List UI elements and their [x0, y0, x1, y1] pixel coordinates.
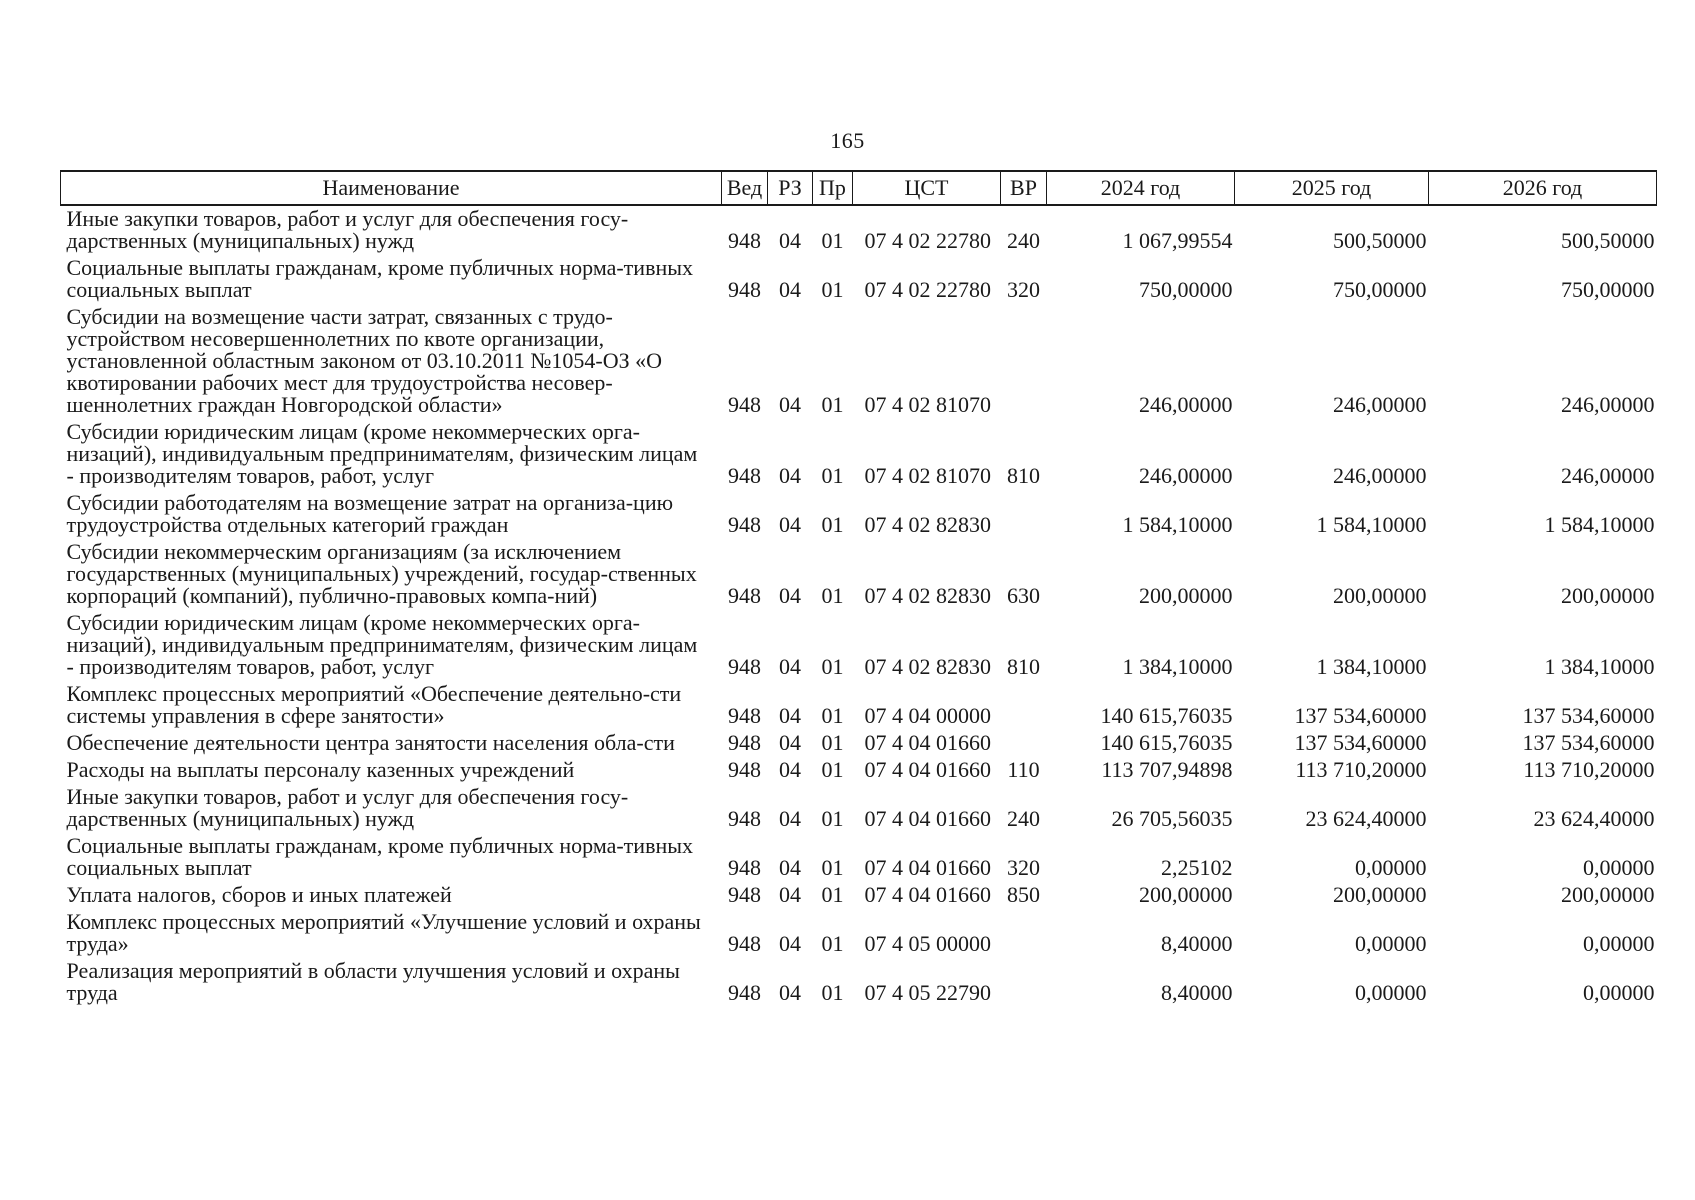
- page-number: 165: [830, 128, 865, 153]
- table-body: [61, 205, 1657, 1007]
- cell-cst: 07 4 02 81070: [864, 463, 991, 488]
- cell-cst: 07 4 04 01660: [864, 855, 991, 880]
- cell-pr: 01: [821, 277, 844, 302]
- cell-cst: 07 4 04 00000: [864, 703, 991, 728]
- cell-cst: 07 4 05 22790: [864, 980, 991, 1005]
- cell-cst: 07 4 05 00000: [864, 931, 991, 956]
- cell-2026: 23 624,40000: [1533, 806, 1655, 831]
- cell-2026: 0,00000: [1583, 980, 1655, 1005]
- cell-2026: 1 384,10000: [1544, 654, 1655, 679]
- cell-name: Иные закупки товаров, работ и услуг для обеспечения госу-дарственных (муниципальных) нужд: [66, 206, 629, 253]
- table-row: [61, 909, 1657, 958]
- cell-2025: 246,00000: [1333, 463, 1427, 488]
- cell-rz: 04: [779, 882, 801, 907]
- cell-pr: 01: [821, 757, 844, 782]
- header-2025: 2025 год: [1235, 171, 1429, 205]
- cell-2026: 246,00000: [1561, 463, 1655, 488]
- cell-2024: 246,00000: [1139, 392, 1233, 417]
- cell-rz: 04: [779, 512, 801, 537]
- cell-2026: 0,00000: [1583, 931, 1655, 956]
- cell-2024: 200,00000: [1139, 882, 1233, 907]
- cell-vr: 850: [1007, 882, 1040, 907]
- cell-rz: 04: [779, 806, 801, 831]
- cell-rz: 04: [779, 703, 801, 728]
- cell-2025: 1 584,10000: [1316, 512, 1427, 537]
- table-row: [61, 610, 1657, 681]
- table-row: [61, 304, 1657, 419]
- cell-2026: 113 710,20000: [1523, 757, 1655, 782]
- cell-name: Субсидии работодателям на возмещение затрат на организа-цию трудоустройства отдельных категорий граждан: [66, 490, 674, 537]
- cell-2026: 1 584,10000: [1544, 512, 1655, 537]
- cell-ved: 948: [728, 757, 761, 782]
- cell-2025: 137 534,60000: [1294, 730, 1427, 755]
- cell-2025: 750,00000: [1333, 277, 1427, 302]
- cell-ved: 948: [728, 806, 761, 831]
- cell-pr: 01: [821, 228, 844, 253]
- cell-2025: 0,00000: [1355, 855, 1427, 880]
- table-row: [61, 539, 1657, 610]
- cell-ved: 948: [728, 931, 761, 956]
- cell-2025: 23 624,40000: [1305, 806, 1427, 831]
- table-row: [61, 490, 1657, 539]
- cell-ved: 948: [728, 882, 761, 907]
- cell-2026: 200,00000: [1561, 882, 1655, 907]
- cell-cst: 07 4 04 01660: [864, 882, 991, 907]
- cell-vr: [1001, 681, 1047, 730]
- cell-name: Субсидии юридическим лицам (кроме некоммерческих орга-низаций), индивидуальным предпринимателям, физическим лицам - производителям товаров, работ, услуг: [66, 419, 698, 488]
- cell-cst: 07 4 04 01660: [864, 730, 991, 755]
- cell-ved: 948: [728, 228, 761, 253]
- header-vr: ВР: [1001, 171, 1047, 205]
- cell-ved: 948: [728, 463, 761, 488]
- cell-rz: 04: [779, 228, 801, 253]
- cell-2024: 140 615,76035: [1100, 730, 1233, 755]
- cell-ved: 948: [728, 654, 761, 679]
- cell-name: Социальные выплаты гражданам, кроме публичных норма-тивных социальных выплат: [66, 833, 694, 880]
- cell-2025: 0,00000: [1355, 931, 1427, 956]
- cell-ved: 948: [728, 855, 761, 880]
- cell-ved: 948: [728, 703, 761, 728]
- cell-2025: 500,50000: [1333, 228, 1427, 253]
- cell-2024: 246,00000: [1139, 463, 1233, 488]
- cell-pr: 01: [821, 882, 844, 907]
- cell-name: Комплекс процессных мероприятий «Улучшение условий и охраны труда»: [66, 909, 701, 956]
- cell-pr: 01: [821, 463, 844, 488]
- cell-rz: 04: [779, 757, 801, 782]
- cell-name: Реализация мероприятий в области улучшения условий и охраны труда: [66, 958, 680, 1005]
- cell-name: Расходы на выплаты персоналу казенных учреждений: [66, 757, 575, 782]
- cell-pr: 01: [821, 512, 844, 537]
- cell-vr: 810: [1007, 463, 1040, 488]
- cell-name: Иные закупки товаров, работ и услуг для обеспечения госу-дарственных (муниципальных) нужд: [66, 784, 629, 831]
- cell-pr: 01: [821, 806, 844, 831]
- header-rz: РЗ: [768, 171, 813, 205]
- cell-vr: 110: [1007, 757, 1040, 782]
- cell-pr: 01: [821, 583, 844, 608]
- cell-pr: 01: [821, 855, 844, 880]
- cell-rz: 04: [779, 392, 801, 417]
- cell-2024: 750,00000: [1139, 277, 1233, 302]
- table-row: [61, 882, 1657, 909]
- cell-2026: 500,50000: [1561, 228, 1655, 253]
- table-row: [61, 730, 1657, 757]
- cell-ved: 948: [728, 980, 761, 1005]
- cell-2025: 1 384,10000: [1316, 654, 1427, 679]
- header-cst: ЦСТ: [853, 171, 1001, 205]
- cell-2024: 1 384,10000: [1122, 654, 1233, 679]
- cell-cst: 07 4 02 82830: [864, 583, 991, 608]
- cell-2026: 137 534,60000: [1522, 703, 1655, 728]
- table-row: [61, 255, 1657, 304]
- cell-2024: 1 584,10000: [1122, 512, 1233, 537]
- table-row: [61, 681, 1657, 730]
- header-2024: 2024 год: [1047, 171, 1235, 205]
- cell-2024: 200,00000: [1139, 583, 1233, 608]
- cell-2024: 1 067,99554: [1122, 228, 1233, 253]
- table-row: [61, 419, 1657, 490]
- cell-vr: [1001, 730, 1047, 757]
- cell-ved: 948: [728, 512, 761, 537]
- cell-vr: [1001, 958, 1047, 1007]
- cell-2026: 200,00000: [1561, 583, 1655, 608]
- cell-2024: 2,25102: [1161, 855, 1233, 880]
- cell-rz: 04: [779, 463, 801, 488]
- cell-2025: 200,00000: [1333, 583, 1427, 608]
- cell-cst: 07 4 02 81070: [864, 392, 991, 417]
- cell-cst: 07 4 02 82830: [864, 512, 991, 537]
- cell-vr: 810: [1007, 654, 1040, 679]
- cell-2024: 113 707,94898: [1101, 757, 1233, 782]
- cell-pr: 01: [821, 703, 844, 728]
- cell-ved: 948: [728, 583, 761, 608]
- table-row: [61, 205, 1657, 255]
- cell-cst: 07 4 02 22780: [864, 277, 991, 302]
- cell-rz: 04: [779, 931, 801, 956]
- table-row: [61, 784, 1657, 833]
- cell-cst: 07 4 04 01660: [864, 757, 991, 782]
- cell-cst: 07 4 02 22780: [864, 228, 991, 253]
- cell-name: Социальные выплаты гражданам, кроме публичных норма-тивных социальных выплат: [66, 255, 694, 302]
- cell-name: Субсидии юридическим лицам (кроме некоммерческих орга-низаций), индивидуальным предпринимателям, физическим лицам - производителям товаров, работ, услуг: [66, 610, 698, 679]
- cell-rz: 04: [779, 654, 801, 679]
- cell-2024: 8,40000: [1161, 931, 1233, 956]
- cell-2025: 246,00000: [1333, 392, 1427, 417]
- cell-2024: 8,40000: [1161, 980, 1233, 1005]
- cell-rz: 04: [779, 980, 801, 1005]
- header-pr: Пр: [813, 171, 853, 205]
- cell-rz: 04: [779, 855, 801, 880]
- cell-pr: 01: [821, 654, 844, 679]
- cell-2026: 246,00000: [1561, 392, 1655, 417]
- cell-2025: 200,00000: [1333, 882, 1427, 907]
- cell-rz: 04: [779, 277, 801, 302]
- cell-vr: 630: [1007, 583, 1040, 608]
- cell-vr: 320: [1007, 277, 1040, 302]
- cell-vr: 240: [1007, 228, 1040, 253]
- cell-cst: 07 4 04 01660: [864, 806, 991, 831]
- cell-2026: 750,00000: [1561, 277, 1655, 302]
- cell-name: Обеспечение деятельности центра занятости населения обла-сти: [66, 730, 675, 755]
- cell-name: Субсидии на возмещение части затрат, связанных с трудо-устройством несовершеннолетних по квоте организации, установленной областным законом от 03.10.2011 №1054-ОЗ «О квотировании рабочих мест для трудоустройства несовер-шеннолетних граждан Новгородской области»: [66, 304, 663, 417]
- cell-2024: 140 615,76035: [1100, 703, 1233, 728]
- budget-table: [60, 170, 1657, 1007]
- cell-2025: 113 710,20000: [1295, 757, 1427, 782]
- cell-2024: 26 705,56035: [1111, 806, 1233, 831]
- cell-name: Уплата налогов, сборов и иных платежей: [66, 882, 452, 907]
- header-name: Наименование: [61, 171, 722, 205]
- cell-vr: [1001, 490, 1047, 539]
- cell-vr: [1001, 909, 1047, 958]
- table-header-row: [61, 171, 1657, 205]
- cell-name: Комплекс процессных мероприятий «Обеспечение деятельно-сти системы управления в сфере занятости»: [66, 681, 682, 728]
- cell-pr: 01: [821, 980, 844, 1005]
- cell-ved: 948: [728, 277, 761, 302]
- cell-rz: 04: [779, 583, 801, 608]
- cell-2026: 0,00000: [1583, 855, 1655, 880]
- cell-cst: 07 4 02 82830: [864, 654, 991, 679]
- cell-pr: 01: [821, 392, 844, 417]
- table-row: [61, 958, 1657, 1007]
- cell-2025: 137 534,60000: [1294, 703, 1427, 728]
- cell-rz: 04: [779, 730, 801, 755]
- cell-pr: 01: [821, 931, 844, 956]
- header-2026: 2026 год: [1429, 171, 1657, 205]
- cell-2026: 137 534,60000: [1522, 730, 1655, 755]
- cell-vr: 240: [1007, 806, 1040, 831]
- cell-name: Субсидии некоммерческим организациям (за исключением государственных (муниципальных) учреждений, государ-ственных корпораций (компаний), публично-правовых компа-ний): [66, 539, 697, 608]
- cell-2025: 0,00000: [1355, 980, 1427, 1005]
- table-row: [61, 833, 1657, 882]
- cell-vr: 320: [1007, 855, 1040, 880]
- table-row: [61, 757, 1657, 784]
- cell-pr: 01: [821, 730, 844, 755]
- header-ved: Вед: [722, 171, 768, 205]
- cell-ved: 948: [728, 392, 761, 417]
- cell-ved: 948: [728, 730, 761, 755]
- cell-vr: [1001, 304, 1047, 419]
